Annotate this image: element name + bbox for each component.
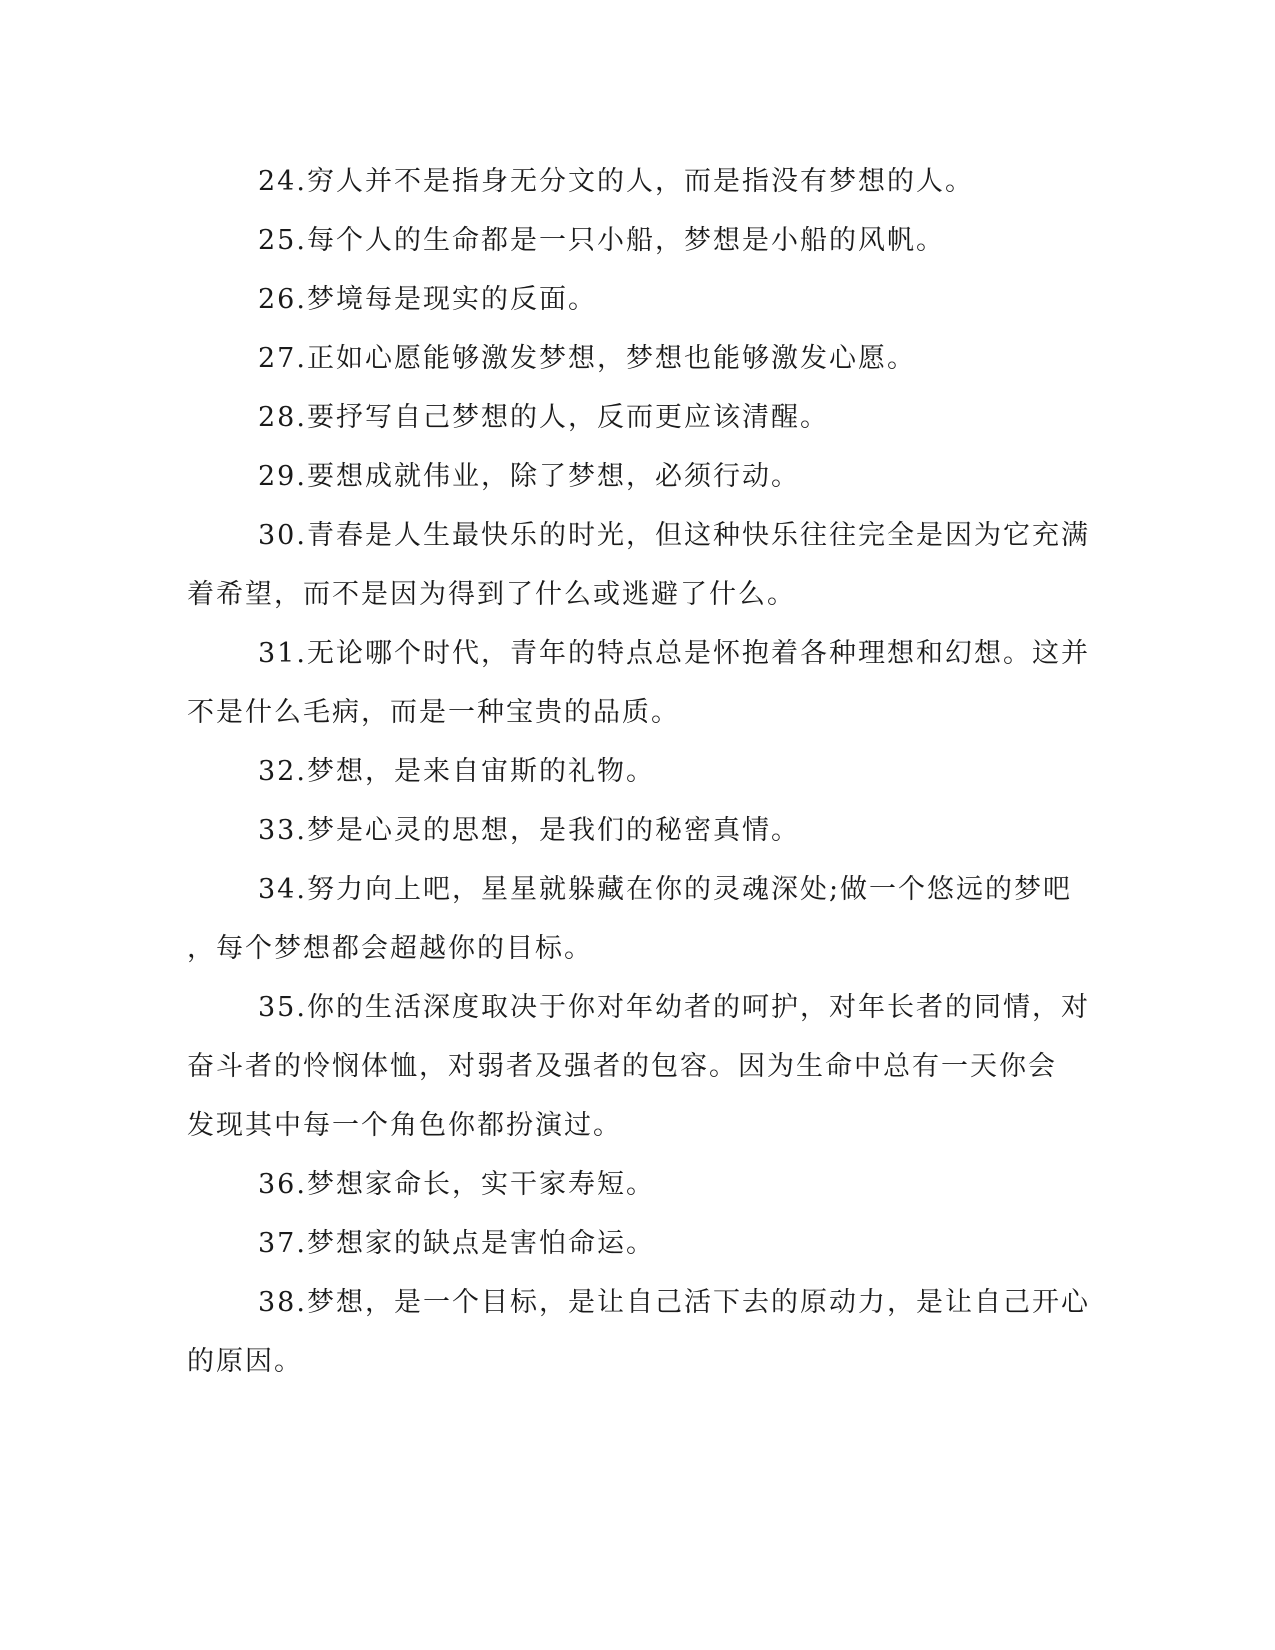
text-line-28: 28.要抒写自己梦想的人，反而更应该清醒。 [258,402,829,433]
text-line-38a: 38.梦想，是一个目标，是让自己活下去的原动力，是让自己开心 [258,1287,1090,1318]
text-line-31a: 31.无论哪个时代，青年的特点总是怀抱着各种理想和幻想。这并 [258,638,1090,669]
text-line-38b: 的原因。 [187,1346,303,1377]
text-line-33: 33.梦是心灵的思想，是我们的秘密真情。 [258,815,800,846]
text-line-35b: 奋斗者的怜悯体恤，对弱者及强者的包容。因为生命中总有一天你会 [187,1051,1057,1082]
text-line-31b: 不是什么毛病，而是一种宝贵的品质。 [187,697,680,728]
text-line-32: 32.梦想，是来自宙斯的礼物。 [258,756,655,787]
text-line-30a: 30.青春是人生最快乐的时光，但这种快乐往往完全是因为它充满 [258,520,1090,551]
text-line-35c: 发现其中每一个角色你都扮演过。 [187,1110,622,1141]
text-line-26: 26.梦境每是现实的反面。 [258,284,597,315]
text-line-35a: 35.你的生活深度取决于你对年幼者的呵护，对年长者的同情，对 [258,992,1090,1023]
text-line-36: 36.梦想家命长，实干家寿短。 [258,1169,655,1200]
text-line-25: 25.每个人的生命都是一只小船，梦想是小船的风帆。 [258,225,945,256]
text-line-34b: ，每个梦想都会超越你的目标。 [187,933,593,964]
text-line-30b: 着希望，而不是因为得到了什么或逃避了什么。 [187,579,796,610]
text-line-34a: 34.努力向上吧，星星就躲藏在你的灵魂深处;做一个悠远的梦吧 [258,874,1073,905]
text-line-37: 37.梦想家的缺点是害怕命运。 [258,1228,655,1259]
text-line-29: 29.要想成就伟业，除了梦想，必须行动。 [258,461,800,492]
text-line-24: 24.穷人并不是指身无分文的人，而是指没有梦想的人。 [258,166,974,197]
text-line-27: 27.正如心愿能够激发梦想，梦想也能够激发心愿。 [258,343,916,374]
